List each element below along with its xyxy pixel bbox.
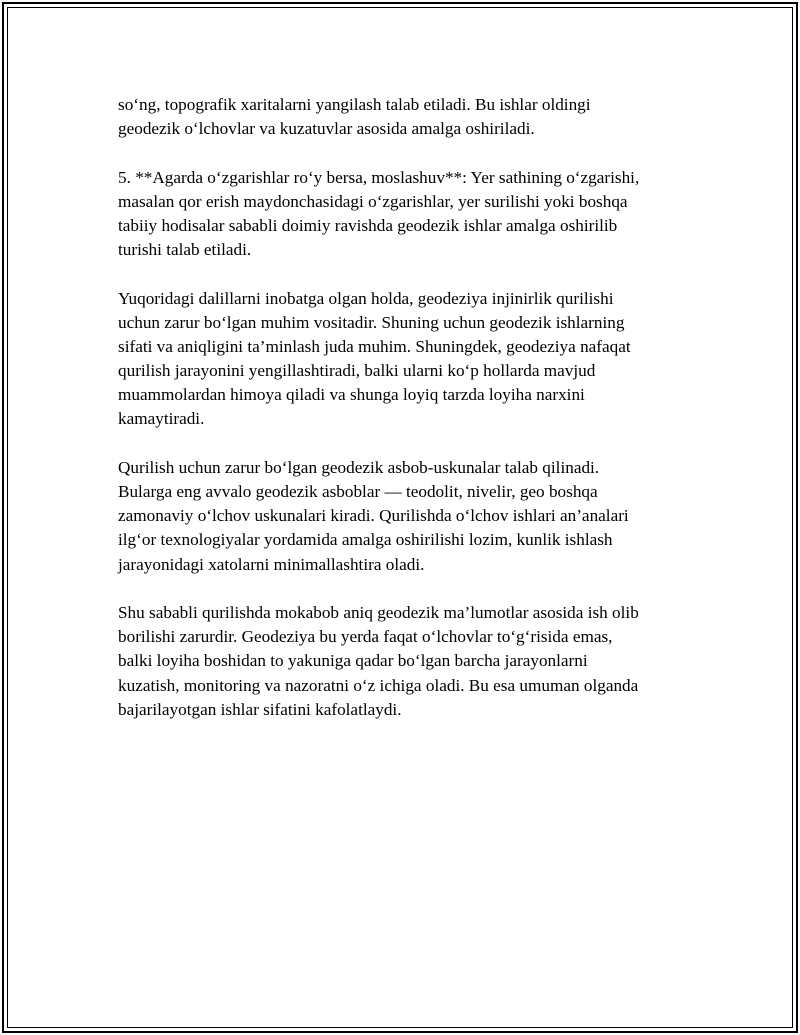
paragraph-spacer [118,262,688,286]
document-body [118,93,688,722]
text-line: balki loyiha boshidan to yakuniga qadar bo‘lgan barcha jarayonlarni [118,651,588,671]
text-line: turishi talab etiladi. [118,240,252,260]
text-line: geodezik o‘lchovlar va kuzatuvlar asosida amalga oshiriladi. [118,119,535,139]
text-line: qurilish jarayonini yengillashtiradi, balki ularni ko‘p hollarda mavjud [118,361,596,381]
text-line: 5. **Agarda o‘zgarishlar ro‘y bersa, moslashuv**: Yer sathining o‘zgarishi, [118,167,640,187]
text-line: kuzatish, monitoring va nazoratni o‘z ichiga oladi. Bu esa umuman olganda [118,675,639,695]
paragraph-spacer [118,577,688,601]
paragraph-equipment [118,456,688,577]
paragraph-conclusion [118,601,688,722]
text-line: kamaytiradi. [118,409,205,429]
text-line: so‘ng, topografik xaritalarni yangilash talab etiladi. Bu ishlar oldingi [118,95,591,114]
text-line: tabiiy hodisalar sababli doimiy ravishda geodezik ishlar amalga oshirilib [118,215,618,235]
text-line: zamonaviy o‘lchov uskunalari kiradi. Qurilishda o‘lchov ishlari an’analari [118,506,629,526]
text-line: muammolardan himoya qiladi va shunga loyiq tarzda loyiha narxini [118,385,585,405]
text-line: ilg‘or texnologiyalar yordamida amalga oshirilishi lozim, kunlik ishlash [118,530,613,550]
paragraph-continuation [118,93,688,141]
paragraph-summary [118,287,688,432]
text-line: Yuqoridagi dalillarni inobatga olgan holda, geodeziya injinirlik qurilishi [118,288,614,308]
text-line: borilishi zarurdir. Geodeziya bu yerda faqat o‘lchovlar to‘g‘risida emas, [118,627,613,647]
text-line: sifati va aniqligini ta’minlash juda muhim. Shuningdek, geodeziya nafaqat [118,336,631,356]
text-line: bajarilayotgan ishlar sifatini kafolatlaydi. [118,699,402,719]
text-line: jarayonidagi xatolarni minimallashtira oladi. [118,554,425,574]
text-line: masalan qor erish maydonchasidagi o‘zgarishlar, yer surilishi yoki boshqa [118,191,628,211]
text-line: Bularga eng avvalo geodezik asboblar — teodolit, nivelir, geo boshqa [118,482,598,501]
paragraph-spacer [118,432,688,456]
text-line: Shu sababli qurilishda mokabob aniq geodezik ma’lumotlar asosida ish olib [118,602,639,622]
paragraph-spacer [118,141,688,165]
text-line: Qurilish uchun zarur bo‘lgan geodezik asbob-uskunalar talab qilinadi. [118,457,600,477]
text-line: uchun zarur bo‘lgan muhim vositadir. Shuning uchun geodezik ishlarning [118,312,625,332]
paragraph-numbered-item [118,166,688,263]
